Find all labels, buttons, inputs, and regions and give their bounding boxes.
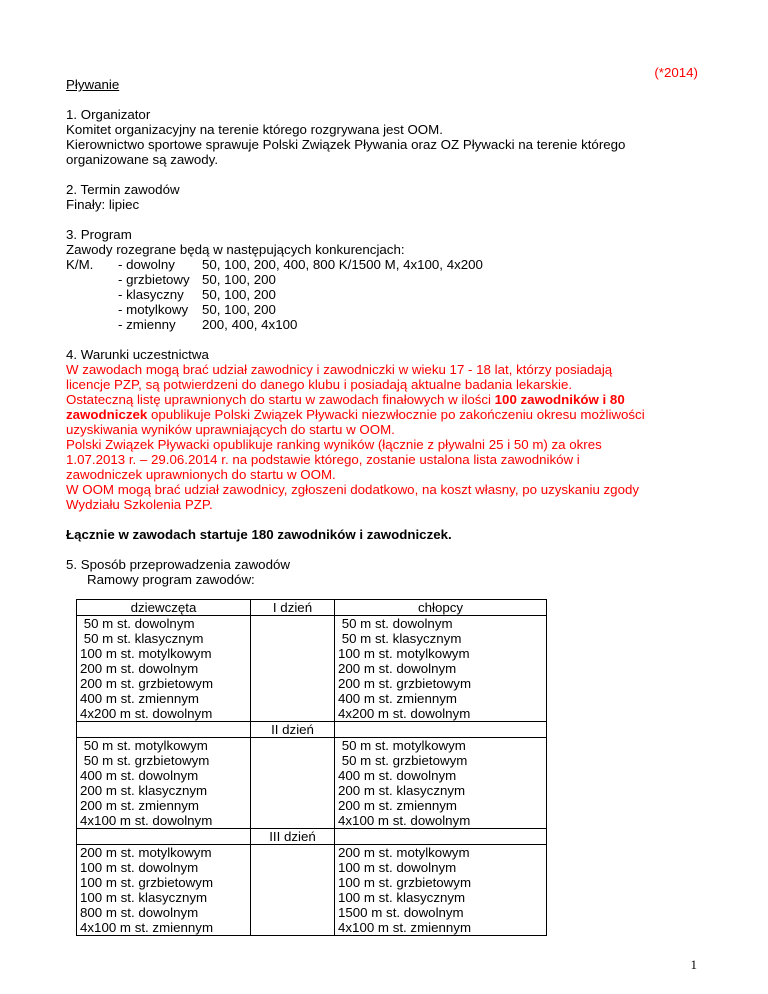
section-1-line: Komitet organizacyjny na terenie którego rozgrywana jest OOM.: [66, 122, 443, 137]
event: 200 m st. dowolnym: [338, 661, 457, 676]
day-label: III dzień: [251, 829, 335, 845]
blank-cell: [77, 829, 251, 845]
year-note: (*2014): [654, 65, 698, 80]
event: 200 m st. grzbietowym: [338, 676, 472, 691]
conditions-line: [66, 392, 706, 407]
event: 100 m st. dowolnym: [338, 860, 457, 875]
conditions-text: opublikuje Polski Związek Pływacki niezwłocznie po zakończeniu okresu możliwości: [147, 407, 645, 422]
header-boys: chłopcy: [335, 600, 547, 616]
event: 4x200 m st. dowolnym: [80, 706, 213, 721]
event: 50 m st. dowolnym: [338, 616, 453, 631]
section-3-intro: Zawody rozegrane będą w następujących konkurencjach:: [66, 242, 405, 257]
program-list: [66, 257, 706, 332]
event: 50 m st. klasycznym: [80, 631, 204, 646]
program-distances: 200, 400, 4x100: [202, 317, 298, 332]
program-distances: 50, 100, 200: [202, 272, 276, 287]
girls-events-day-3: [77, 845, 251, 936]
schedule-table: [76, 599, 547, 936]
event: 100 m st. grzbietowym: [80, 875, 214, 890]
event: 200 m st. dowolnym: [80, 661, 199, 676]
event: 100 m st. klasycznym: [80, 890, 208, 905]
section-1-line: Kierownictwo sportowe sprawuje Polski Związek Pływania oraz OZ Pływacki na terenie którego: [66, 137, 626, 152]
program-style: - zmienny: [118, 317, 176, 332]
program-style: - dowolny: [118, 257, 175, 272]
event: 50 m st. motylkowym: [80, 738, 208, 753]
program-row: [66, 317, 706, 332]
conditions-line: W OOM mogą brać udział zawodnicy, zgłoszeni dodatkowo, na koszt własny, po uzyskaniu zgody: [66, 482, 640, 497]
event: 200 m st. motylkowym: [338, 845, 470, 860]
section-1-heading: 1. Organizator: [66, 107, 151, 122]
day-label: I dzień: [251, 600, 335, 616]
program-distances: 50, 100, 200: [202, 302, 276, 317]
event: 1500 m st. dowolnym: [338, 905, 464, 920]
boys-events-day-3: [335, 845, 547, 936]
program-prefix: K/M.: [66, 257, 94, 272]
girls-events-day-2: [77, 738, 251, 829]
boys-events-day-2: [335, 738, 547, 829]
blank-cell: [335, 829, 547, 845]
section-2-line: Finały: lipiec: [66, 197, 140, 212]
conditions-line: licencje PZP, są potwierdzeni do danego klubu i posiadają aktualne badania lekarskie.: [66, 377, 573, 392]
conditions-line: [66, 407, 706, 422]
section-1-line: organizowane są zawody.: [66, 152, 219, 167]
event: 4x200 m st. dowolnym: [338, 706, 471, 721]
section-2-heading: 2. Termin zawodów: [66, 182, 180, 197]
section-4-conditions: [66, 362, 706, 512]
document-title: Pływanie: [66, 77, 120, 92]
event: 200 m st. grzbietowym: [80, 676, 214, 691]
event: 100 m st. motylkowym: [338, 646, 470, 661]
event: 400 m st. dowolnym: [338, 768, 457, 783]
event: 400 m st. zmiennym: [80, 691, 199, 706]
conditions-line: zawodniczek uprawnionych do startu w OOM.: [66, 467, 336, 482]
event: 100 m st. klasycznym: [338, 890, 466, 905]
event: 400 m st. zmiennym: [338, 691, 457, 706]
program-style: - klasyczny: [118, 287, 184, 302]
event: 200 m st. zmiennym: [338, 798, 457, 813]
event: 50 m st. motylkowym: [338, 738, 466, 753]
event: 4x100 m st. dowolnym: [80, 813, 213, 828]
event: 50 m st. klasycznym: [338, 631, 462, 646]
event: 100 m st. motylkowym: [80, 646, 212, 661]
day-spacer: [251, 738, 335, 829]
event: 200 m st. motylkowym: [80, 845, 212, 860]
document-body: [66, 0, 706, 587]
conditions-line: uzyskiwania wyników uprawniających do startu w OOM.: [66, 422, 395, 437]
conditions-line: Polski Związek Pływacki opublikuje ranking wyników (łącznie z pływalni 25 i 50 m) za okres: [66, 437, 602, 452]
conditions-text: Ostateczną listę uprawnionych do startu w zawodach finałowych w ilości: [66, 392, 495, 407]
program-row: [66, 257, 706, 272]
program-row: [66, 287, 706, 302]
total-participants: Łącznie w zawodach startuje 180 zawodników i zawodniczek.: [66, 527, 452, 542]
girls-events-day-1: [77, 616, 251, 722]
conditions-bold: 100 zawodników i 80: [494, 392, 625, 407]
section-4-heading: 4. Warunki uczestnictwa: [66, 347, 209, 362]
day-label: II dzień: [251, 722, 335, 738]
program-style: - grzbietowy: [118, 272, 190, 287]
section-5-subheading: Ramowy program zawodów:: [87, 572, 255, 587]
event: 100 m st. grzbietowym: [338, 875, 472, 890]
program-distances: 50, 100, 200, 400, 800 K/1500 M, 4x100, 4x200: [202, 257, 483, 272]
program-row: [66, 302, 706, 317]
header-girls: dziewczęta: [77, 600, 251, 616]
event: 100 m st. dowolnym: [80, 860, 199, 875]
event: 50 m st. dowolnym: [80, 616, 195, 631]
program-distances: 50, 100, 200: [202, 287, 276, 302]
event: 4x100 m st. dowolnym: [338, 813, 471, 828]
blank-cell: [77, 722, 251, 738]
conditions-line: 1.07.2013 r. – 29.06.2014 r. na podstawie którego, zostanie ustalona lista zawodników i: [66, 452, 580, 467]
section-3-heading: 3. Program: [66, 227, 132, 242]
event: 200 m st. klasycznym: [80, 783, 208, 798]
event: 200 m st. zmiennym: [80, 798, 199, 813]
event: 200 m st. klasycznym: [338, 783, 466, 798]
program-row: [66, 272, 706, 287]
event: 4x100 m st. zmiennym: [338, 920, 472, 935]
conditions-bold: zawodniczek: [66, 407, 148, 422]
boys-events-day-1: [335, 616, 547, 722]
event: 800 m st. dowolnym: [80, 905, 199, 920]
event: 50 m st. grzbietowym: [80, 753, 210, 768]
day-spacer: [251, 845, 335, 936]
event: 4x100 m st. zmiennym: [80, 920, 214, 935]
event: 400 m st. dowolnym: [80, 768, 199, 783]
event: 50 m st. grzbietowym: [338, 753, 468, 768]
blank-cell: [335, 722, 547, 738]
program-style: - motylkowy: [118, 302, 189, 317]
conditions-line: Wydziału Szkolenia PZP.: [66, 497, 213, 512]
section-5-heading: 5. Sposób przeprowadzenia zawodów: [66, 557, 290, 572]
page-number: 1: [690, 957, 697, 972]
day-spacer: [251, 616, 335, 722]
conditions-line: W zawodach mogą brać udział zawodnicy i zawodniczki w wieku 17 - 18 lat, którzy posiadają: [66, 362, 613, 377]
